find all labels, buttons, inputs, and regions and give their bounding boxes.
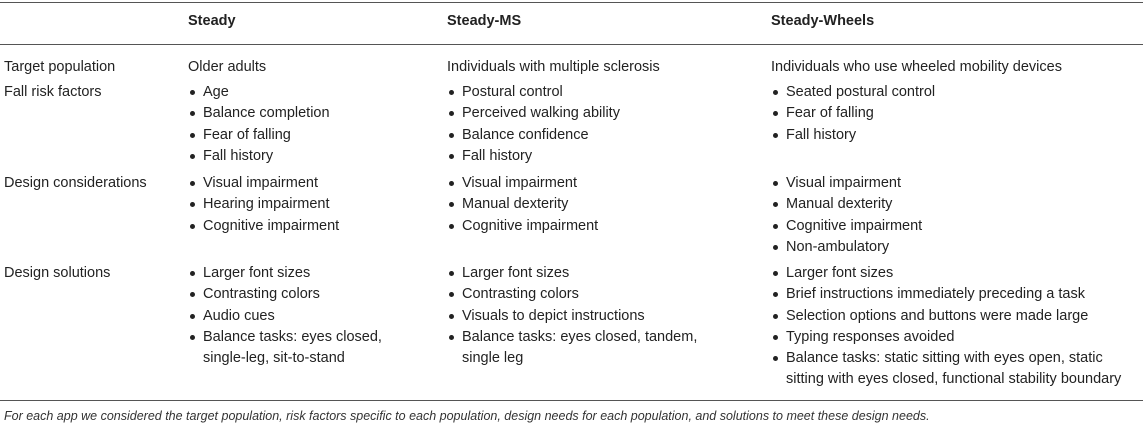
row-label-design-considerations: Design considerations — [4, 175, 147, 191]
list-item: Selection options and buttons were made large — [771, 306, 1121, 327]
list-item: Postural control — [447, 82, 620, 103]
list-item: Fall history — [771, 125, 935, 146]
row-label-target-population: Target population — [4, 59, 116, 75]
list-item: Audio cues — [188, 306, 382, 327]
fall-risk-list-steady-ms — [447, 82, 620, 167]
row-label-design-solutions: Design solutions — [4, 265, 111, 281]
target-steady: Older adults — [188, 59, 267, 75]
list-item: Hearing impairment — [188, 194, 339, 215]
list-item: Fear of falling — [188, 125, 330, 146]
list-item: Fall history — [188, 146, 330, 167]
header-rule — [0, 44, 1143, 45]
list-item: Balance completion — [188, 103, 330, 124]
list-item: Age — [188, 82, 330, 103]
list-item: Manual dexterity — [771, 194, 922, 215]
header-steady: Steady — [188, 13, 236, 29]
header-steady-ms: Steady-MS — [447, 13, 522, 29]
design-solutions-list-steady — [188, 263, 382, 369]
list-item: Cognitive impairment — [188, 216, 339, 237]
list-item: Contrasting colors — [188, 284, 382, 305]
list-item: Perceived walking ability — [447, 103, 620, 124]
list-item: Non-ambulatory — [771, 237, 922, 258]
list-item: Typing responses avoided — [771, 327, 1121, 348]
row-label-fall-risk-factors: Fall risk factors — [4, 84, 102, 100]
table-caption: For each app we considered the target population, risk factors specific to each population, design needs for each population, and solutions to meet these design needs. — [4, 409, 930, 423]
list-item: Fear of falling — [771, 103, 935, 124]
list-item: Larger font sizes — [447, 263, 697, 284]
top-rule — [0, 2, 1143, 3]
list-item: Balance confidence — [447, 125, 620, 146]
list-item: Larger font sizes — [771, 263, 1121, 284]
list-item: Cognitive impairment — [771, 216, 922, 237]
list-item: Contrasting colors — [447, 284, 697, 305]
list-item: Larger font sizes — [188, 263, 382, 284]
list-item: Balance tasks: static sitting with eyes open, static sitting with eyes closed, functional stability boundary — [771, 348, 1121, 391]
fall-risk-list-steady — [188, 82, 330, 167]
design-solutions-list-steady-ms — [447, 263, 697, 369]
list-item: Fall history — [447, 146, 620, 167]
list-item: Visual impairment — [447, 173, 598, 194]
list-item: Visual impairment — [771, 173, 922, 194]
design-considerations-list-steady — [188, 173, 339, 237]
list-item: Balance tasks: eyes closed, tandem, single leg — [447, 327, 697, 370]
list-item: Visual impairment — [188, 173, 339, 194]
list-item: Balance tasks: eyes closed, single-leg, sit-to-stand — [188, 327, 382, 370]
fall-risk-list-steady-wheels — [771, 82, 935, 146]
list-item: Manual dexterity — [447, 194, 598, 215]
design-solutions-list-steady-wheels — [771, 263, 1121, 391]
design-considerations-list-steady-wheels — [771, 173, 922, 258]
target-steady-ms: Individuals with multiple sclerosis — [447, 59, 660, 75]
list-item: Visuals to depict instructions — [447, 306, 697, 327]
header-steady-wheels: Steady-Wheels — [771, 13, 875, 29]
list-item: Cognitive impairment — [447, 216, 598, 237]
list-item: Seated postural control — [771, 82, 935, 103]
target-steady-wheels: Individuals who use wheeled mobility devices — [771, 59, 1062, 75]
bottom-rule — [0, 400, 1143, 401]
design-considerations-list-steady-ms — [447, 173, 598, 237]
list-item: Brief instructions immediately preceding a task — [771, 284, 1121, 305]
